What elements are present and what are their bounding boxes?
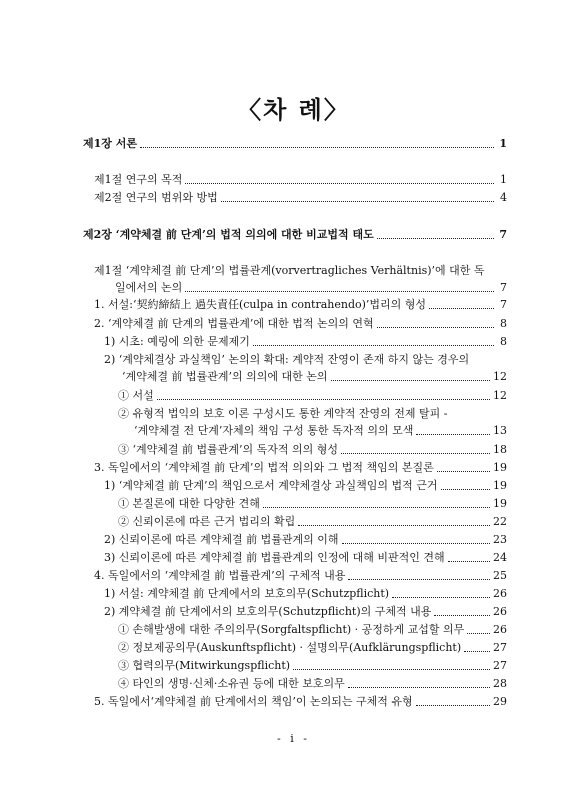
toc-entry-text: 1) 서설: 계약체결 前 단계에서의 보호의무(Schutzpflicht) xyxy=(104,587,390,600)
dot-leader xyxy=(441,488,490,490)
toc-entry xyxy=(118,641,507,655)
toc-entry-page: 19 xyxy=(493,497,507,510)
dot-leader xyxy=(263,506,490,508)
toc-entry xyxy=(94,695,507,709)
toc-entry-text: ④ 타인의 생명·신체·소유권 등에 대한 보호의무 xyxy=(118,677,345,690)
toc-entry xyxy=(118,389,507,403)
dot-leader xyxy=(416,704,490,706)
toc-entry-text: ① 손해발생에 대한 주의의무(Sorgfaltspflicht) · 공정하게 교섭할 의무 xyxy=(118,623,465,636)
page-number-footer: - i - xyxy=(277,732,310,745)
dot-leader xyxy=(253,344,494,346)
toc-entry-text: 1. 서설:‘契約締結上 過失責任(culpa in contrahendo)’법리의 형성 xyxy=(94,298,427,311)
toc-entry xyxy=(104,551,507,565)
dot-leader xyxy=(448,560,490,562)
dot-leader xyxy=(464,650,490,652)
toc-entry xyxy=(94,298,507,312)
toc-entry-text: ③ 협력의무(Mitwirkungspflicht) xyxy=(118,659,291,672)
toc-entry-page: 19 xyxy=(493,479,507,492)
toc-entry xyxy=(83,137,507,151)
toc-entry-text: 1) 시초: 예링에 의한 문제제기 xyxy=(104,335,250,348)
dot-leader xyxy=(342,542,490,544)
toc-entry-text: 2. ‘계약체결 前 단계의 법률관계’에 대한 법적 논의의 연혁 xyxy=(94,317,374,330)
dot-leader xyxy=(221,200,494,202)
dot-leader xyxy=(377,237,494,239)
toc-entry-page: 8 xyxy=(500,335,507,348)
toc-entry xyxy=(118,443,507,457)
toc-entry xyxy=(118,515,507,529)
toc-entry-page: 8 xyxy=(500,317,507,330)
dot-leader xyxy=(437,470,490,472)
toc-entry-page: 27 xyxy=(493,659,507,672)
dot-leader xyxy=(293,668,490,670)
toc-entry-page: 19 xyxy=(493,461,507,474)
toc-entry-text: 제2절 연구의 범위와 방법 xyxy=(94,191,218,204)
toc-entry-text: ② 신뢰이론에 따른 근거 법리의 확립 xyxy=(118,515,296,528)
toc-entry xyxy=(104,587,507,601)
toc-entry-text: ① 본질론에 대한 다양한 견해 xyxy=(118,497,260,510)
dot-leader xyxy=(298,524,490,526)
toc-entry-page: 29 xyxy=(493,695,507,708)
toc-entry xyxy=(118,623,507,637)
dot-leader xyxy=(140,146,494,148)
toc-entry-text: 2) 계약체결 前 단계에서의 보호의무(Schutzpflicht)의 구체적 내용 xyxy=(104,605,432,618)
dot-leader xyxy=(416,433,490,435)
toc-entry xyxy=(115,281,507,295)
dot-leader xyxy=(348,686,490,688)
toc-entry xyxy=(83,228,507,242)
toc-entry-page: 28 xyxy=(493,677,507,690)
toc-entry-page: 12 xyxy=(493,389,507,402)
toc-entry-text: 3. 독일에서의 ‘계약체결 前 단계’의 법적 의의와 그 법적 책임의 본질론 xyxy=(94,461,434,474)
toc-entry-page: 18 xyxy=(493,443,507,456)
toc-entry-page: 25 xyxy=(493,569,507,582)
toc-entry xyxy=(122,370,507,384)
toc-entry-page: 12 xyxy=(493,370,507,383)
toc-entry-text: ‘계약체결 前 법률관계’의 의의에 대한 논의 xyxy=(122,370,328,383)
toc-entry-page: 13 xyxy=(493,424,507,437)
toc-entry xyxy=(94,317,507,331)
toc-entry xyxy=(104,335,507,349)
toc-entry-text: ‘계약체결 전 단계’자체의 책임 구성 통한 독자적 의의 모색 xyxy=(134,424,414,437)
toc-entry-text: 1) ‘계약체결 前 단계’의 책임으로서 계약체결상 과실책임의 법적 근거 xyxy=(104,479,438,492)
toc-entry xyxy=(118,659,507,673)
toc-entry-text: 5. 독일에서‘계약체결 前 단계에서의 책임’이 논의되는 구체적 유형 xyxy=(94,695,413,708)
toc-entry xyxy=(134,424,507,438)
toc-entry xyxy=(104,605,507,619)
dot-leader xyxy=(185,290,494,292)
toc-entry-text: 2) 신뢰이론에 따른 계약체결 前 법률관계의 이해 xyxy=(104,533,339,546)
toc-entry-page: 7 xyxy=(500,298,507,311)
toc-entry-page: 26 xyxy=(493,623,507,636)
toc-entry-page: 26 xyxy=(493,605,507,618)
toc-entry xyxy=(104,479,507,493)
dot-leader xyxy=(467,632,490,634)
dot-leader xyxy=(392,596,490,598)
page-title: 〈차 례〉 xyxy=(237,96,350,124)
toc-entry-text: ② 정보제공의무(Auskunftspflicht) · 설명의무(Aufklärungspflicht) xyxy=(118,641,462,654)
dot-leader xyxy=(157,398,490,400)
dot-leader xyxy=(434,614,490,616)
toc-entry-text: ① 서설 xyxy=(118,389,154,402)
dot-leader xyxy=(331,379,491,381)
toc-entry xyxy=(94,173,507,187)
toc-entry xyxy=(118,497,507,511)
toc-entry-page: 1 xyxy=(499,137,507,150)
toc-entry xyxy=(94,461,507,475)
toc-entry-page: 22 xyxy=(493,515,507,528)
toc-entry-text: ② 유형적 법익의 보호 이론 구성시도 통한 계약적 잔영의 전제 탈피 - xyxy=(118,407,448,420)
toc-entry-page: 27 xyxy=(493,641,507,654)
toc-entry-text: 제2장 ‘계약체결 前 단계’의 법적 의의에 대한 비교법적 태도 xyxy=(83,228,374,241)
dot-leader xyxy=(185,182,494,184)
dot-leader xyxy=(348,578,490,580)
toc-entry-page: 23 xyxy=(493,533,507,546)
toc-entry-text: 제1절 ‘계약체결 前 단계’의 법률관계(vorvertragliches Verhältnis)’에 대한 독 xyxy=(94,264,485,277)
toc-entry xyxy=(104,533,507,547)
toc-entry-page: 7 xyxy=(499,228,507,241)
toc-entry-page: 7 xyxy=(500,281,507,294)
toc-entry-text: 일에서의 논의 xyxy=(115,281,183,294)
toc-entry xyxy=(94,569,507,583)
toc-entry-text: ③ ‘계약체결 前 법률관계’의 독자적 의의 형성 xyxy=(118,443,338,456)
toc-entry xyxy=(94,191,507,205)
toc-entry-page: 1 xyxy=(500,173,507,186)
toc-entry-page: 26 xyxy=(493,587,507,600)
toc-entry xyxy=(118,677,507,691)
toc-entry-text: 제1절 연구의 목적 xyxy=(94,173,183,186)
toc-entry-text: 3) 신뢰이론에 따른 계약체결 前 법률관계의 인정에 대해 비판적인 견해 xyxy=(104,551,445,564)
toc-entry-text: 2) ‘계약체결상 과실책임’ 논의의 확대: 계약적 잔영이 존재 하지 않는 경우의 xyxy=(104,353,470,366)
dot-leader xyxy=(377,326,494,328)
toc-entry-text: 제1장 서론 xyxy=(83,137,137,150)
toc-entry-text: 4. 독일에서의 ‘계약체결 前 법률관계’의 구체적 내용 xyxy=(94,569,346,582)
toc-entry-page: 24 xyxy=(493,551,507,564)
dot-leader xyxy=(429,307,494,309)
toc-entry-page: 4 xyxy=(500,191,507,204)
dot-leader xyxy=(341,452,490,454)
